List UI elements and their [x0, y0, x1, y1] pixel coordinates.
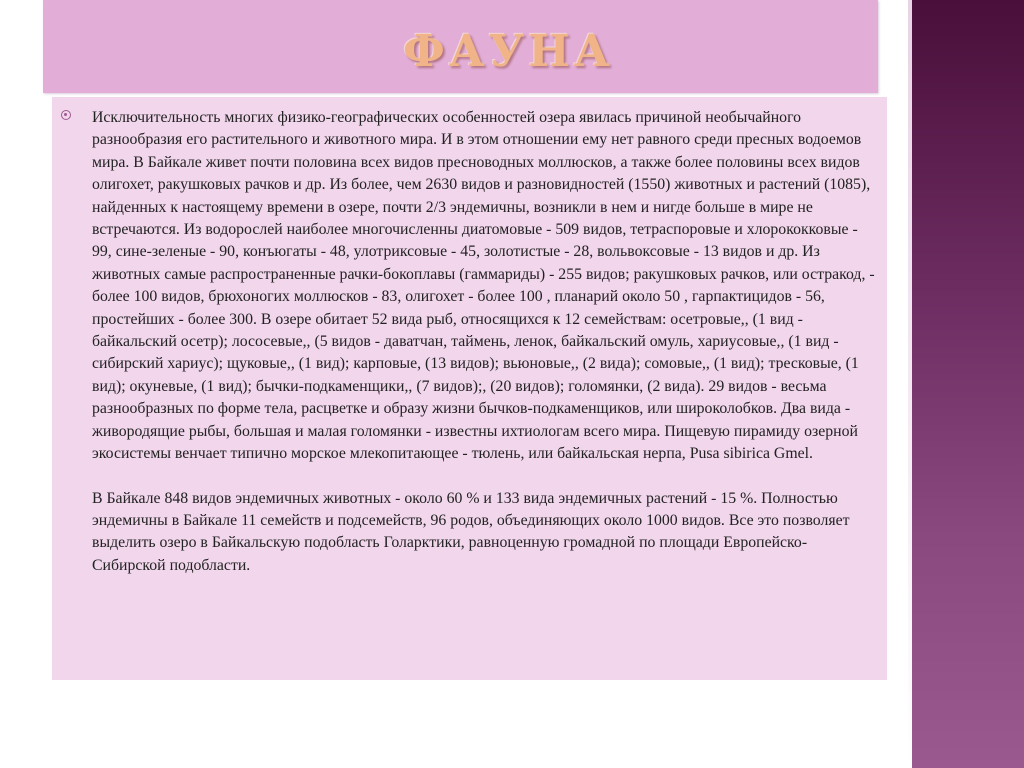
paragraph-fauna-overview: Исключительность многих физико-географических особенностей озера явилась причиной необычайного разнообразия его растительного и животного мира. И в этом отношении ему нет равного среди пресных водоемов мира. В Байкале живет почти половина всех видов пресноводных моллюсков, а также более половины всех видов олигохет, ракушковых рачков и др. Из более, чем 2630 видов и разновидностей (1550) животных и растений (1085), найденных к настоящему времени в озере, почти 2/3 эндемичны, возникли в нем и нигде больше в мире не встречаются. Из водорослей наиболее многочисленны диатомовые - 509 видов, тетраспоровые и хлорококковые - 99, сине-зеленые - 90, конъюгаты - 48, улотриксовые - 45, золотистые - 28, вольвоксовые - 13 видов и др. Из животных самые распространенные рачки-бокоплавы (гаммариды) - 255 видов; ракушковых рачков, или остракод, - более 100 видов, брюхоногих моллюсков - 83, олигохет - более 100 , планарий около 50 , гарпактицидов - 56, простейших - более 300. В озере обитает 52 вида рыб, относящихся к 12 семействам: осетровые,, (1 вид - байкальский осетр); лососевые,, (5 видов - даватчан, таймень, ленок, байкальский омуль, хариусовые,, (1 вид - сибирский хариус); щуковые,, (1 вид); карповые, (13 видов); вьюновые,, (2 вида); сомовые,, (1 вид); тресковые, (1 вид); окуневые, (1 вид); бычки-подкаменщики,, (7 видов);, (20 видов); голомянки, (2 вида). 29 видов - весьма разнообразных по форме тела, расцветке и образу жизни бычков-подкаменщиков, или широколобков. Два вида - живородящие рыбы, большая и малая голомянки - известны ихтиологам всего мира. Пищевую пирамиду озерной экосистемы венчает типично морское млекопитающее - тюлень, или байкальская нерпа, Pusa sibirica Gmel. — [92, 109, 875, 463]
bullet-icon — [61, 110, 71, 120]
content-box — [52, 97, 887, 680]
decorative-side-bar — [912, 0, 1024, 768]
title-band — [43, 0, 878, 93]
slide-title: ФАУНА — [403, 26, 614, 77]
paragraph-endemics: В Байкале 848 видов эндемичных животных - около 60 % и 133 вида эндемичных растений - 15 %. Полностью эндемичны в Байкале 11 семейств и подсемейств, 96 родов, объединяющих около 1000 видов. Все это позволяет выделить озеро в Байкальскую подобласть Голарктики, равноценную громадной по площади Европейско-Сибирской подобласти. — [92, 489, 850, 574]
